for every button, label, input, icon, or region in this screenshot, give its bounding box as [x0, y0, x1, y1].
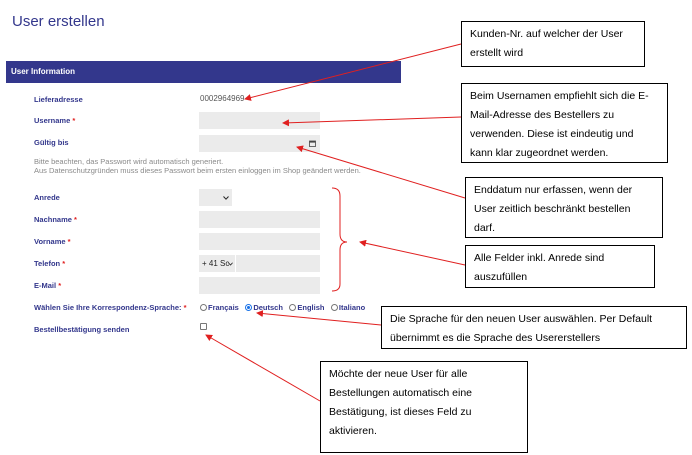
page-title: User erstellen: [12, 13, 105, 30]
valid-until-label: Gültig bis: [34, 138, 69, 147]
lastname-label: Nachname *: [34, 215, 77, 224]
order-confirmation-label: Bestellbestätigung senden: [34, 325, 130, 334]
callout-username: Beim Usernamen empfiehlt sich die E-Mail-Adresse des Bestellers zu verwenden. Diese ist eindeutig und kann klar zugeordnet werden.: [461, 83, 668, 163]
password-hint: Bitte beachten, das Passwort wird automatisch generiert. Aus Datenschutzgründen muss dieses Passwort beim ersten einloggen im Shop geändert werden.: [34, 157, 361, 175]
salutation-label: Anrede: [34, 193, 60, 202]
arrow-confirmation: [206, 335, 320, 401]
arrow-all-fields: [360, 242, 465, 265]
arrow-end-date: [297, 147, 465, 198]
email-label: E-Mail *: [34, 281, 62, 290]
delivery-address-label: Lieferadresse: [34, 95, 83, 104]
callout-language: Die Sprache für den neuen User auswählen. Per Default übernimmt es die Sprache des Usererstellers: [381, 306, 687, 349]
firstname-label: Vorname *: [34, 237, 71, 246]
callout-all-fields: Alle Felder inkl. Anrede sind auszufüllen: [465, 245, 655, 288]
panel-header: User Information: [6, 61, 401, 83]
language-option-label: Italiano: [338, 303, 366, 313]
required-fields-bracket: [332, 188, 347, 291]
arrow-language: [257, 313, 381, 325]
username-label: Username *: [34, 116, 76, 125]
phone-label: Telefon *: [34, 259, 66, 268]
arrow-username: [283, 117, 461, 123]
language-option-label: English: [297, 303, 325, 313]
callout-end-date: Enddatum nur erfassen, wenn der User zeitlich beschränkt bestellen darf.: [465, 177, 663, 238]
callout-customer-no: Kunden-Nr. auf welcher der User erstellt wird: [461, 21, 645, 67]
delivery-address-value: 0002964969: [200, 94, 245, 103]
language-option-label: Français: [208, 303, 239, 313]
language-option-label: Deutsch: [253, 303, 283, 313]
phone-prefix-select[interactable]: + 41 Sc: [199, 255, 235, 272]
arrow-customer-no: [245, 44, 461, 99]
callout-confirmation: Möchte der neue User für alle Bestellungen automatisch eine Bestätigung, ist dieses Feld zu aktivieren.: [320, 361, 528, 453]
language-label: Wählen Sie Ihre Korrespondenz-Sprache: *: [34, 303, 187, 312]
